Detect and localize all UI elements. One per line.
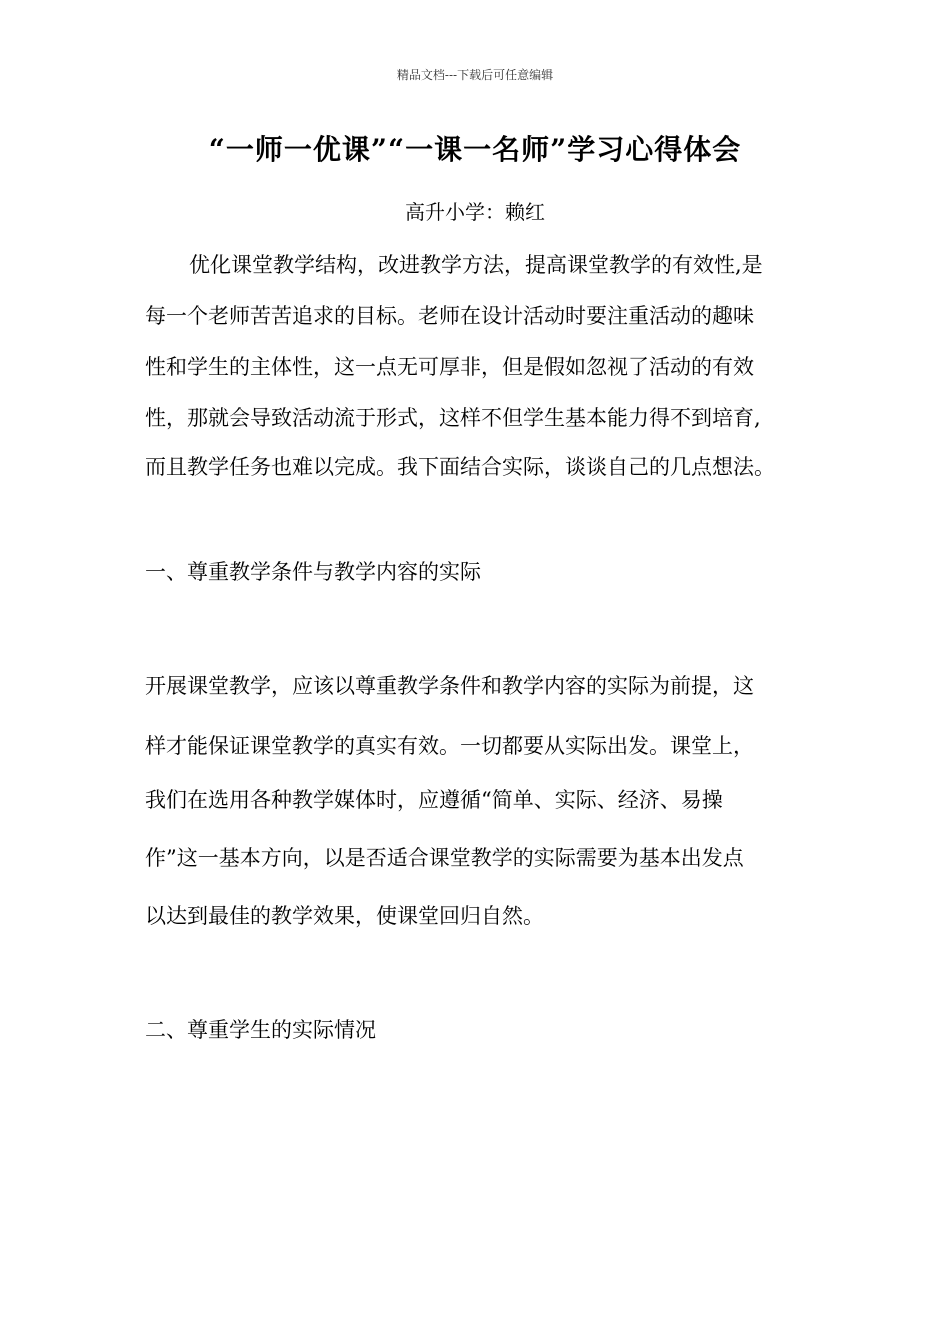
section-1-heading: 一、尊重教学条件与教学内容的实际: [145, 560, 481, 584]
intro-line: 而且教学任务也难以完成。我下面结合实际，谈谈自己的几点想法。: [145, 455, 775, 479]
header-note: 精品文档---下载后可任意编辑: [396, 68, 554, 82]
intro-line: 性和学生的主体性，这一点无可厚非，但是假如忽视了活动的有效: [145, 355, 754, 379]
author-line: 高升小学：赖红: [405, 200, 545, 224]
page-title: “一师一优课”“一课一名师”学习心得体会: [208, 133, 742, 166]
section-1-line: 我们在选用各种教学媒体时，应遵循“简单、实际、经济、易操: [145, 788, 723, 812]
intro-line: 性，那就会导致活动流于形式，这样不但学生基本能力得不到培育,: [145, 406, 761, 430]
section-2-heading: 二、尊重学生的实际情况: [145, 1018, 376, 1042]
section-1-line: 开展课堂教学，应该以尊重教学条件和教学内容的实际为前提，这: [145, 674, 754, 698]
section-1-line: 样才能保证课堂教学的真实有效。一切都要从实际出发。课堂上，: [145, 734, 754, 758]
section-1-line: 以达到最佳的教学效果，使课堂回归自然。: [145, 904, 544, 928]
intro-line: 每一个老师苦苦追求的目标。老师在设计活动时要注重活动的趣味: [145, 304, 754, 328]
intro-line: 优化课堂教学结构，改进教学方法，提高课堂教学的有效性,是: [189, 253, 763, 277]
section-1-line: 作”这一基本方向，以是否适合课堂教学的实际需要为基本出发点: [145, 846, 744, 870]
